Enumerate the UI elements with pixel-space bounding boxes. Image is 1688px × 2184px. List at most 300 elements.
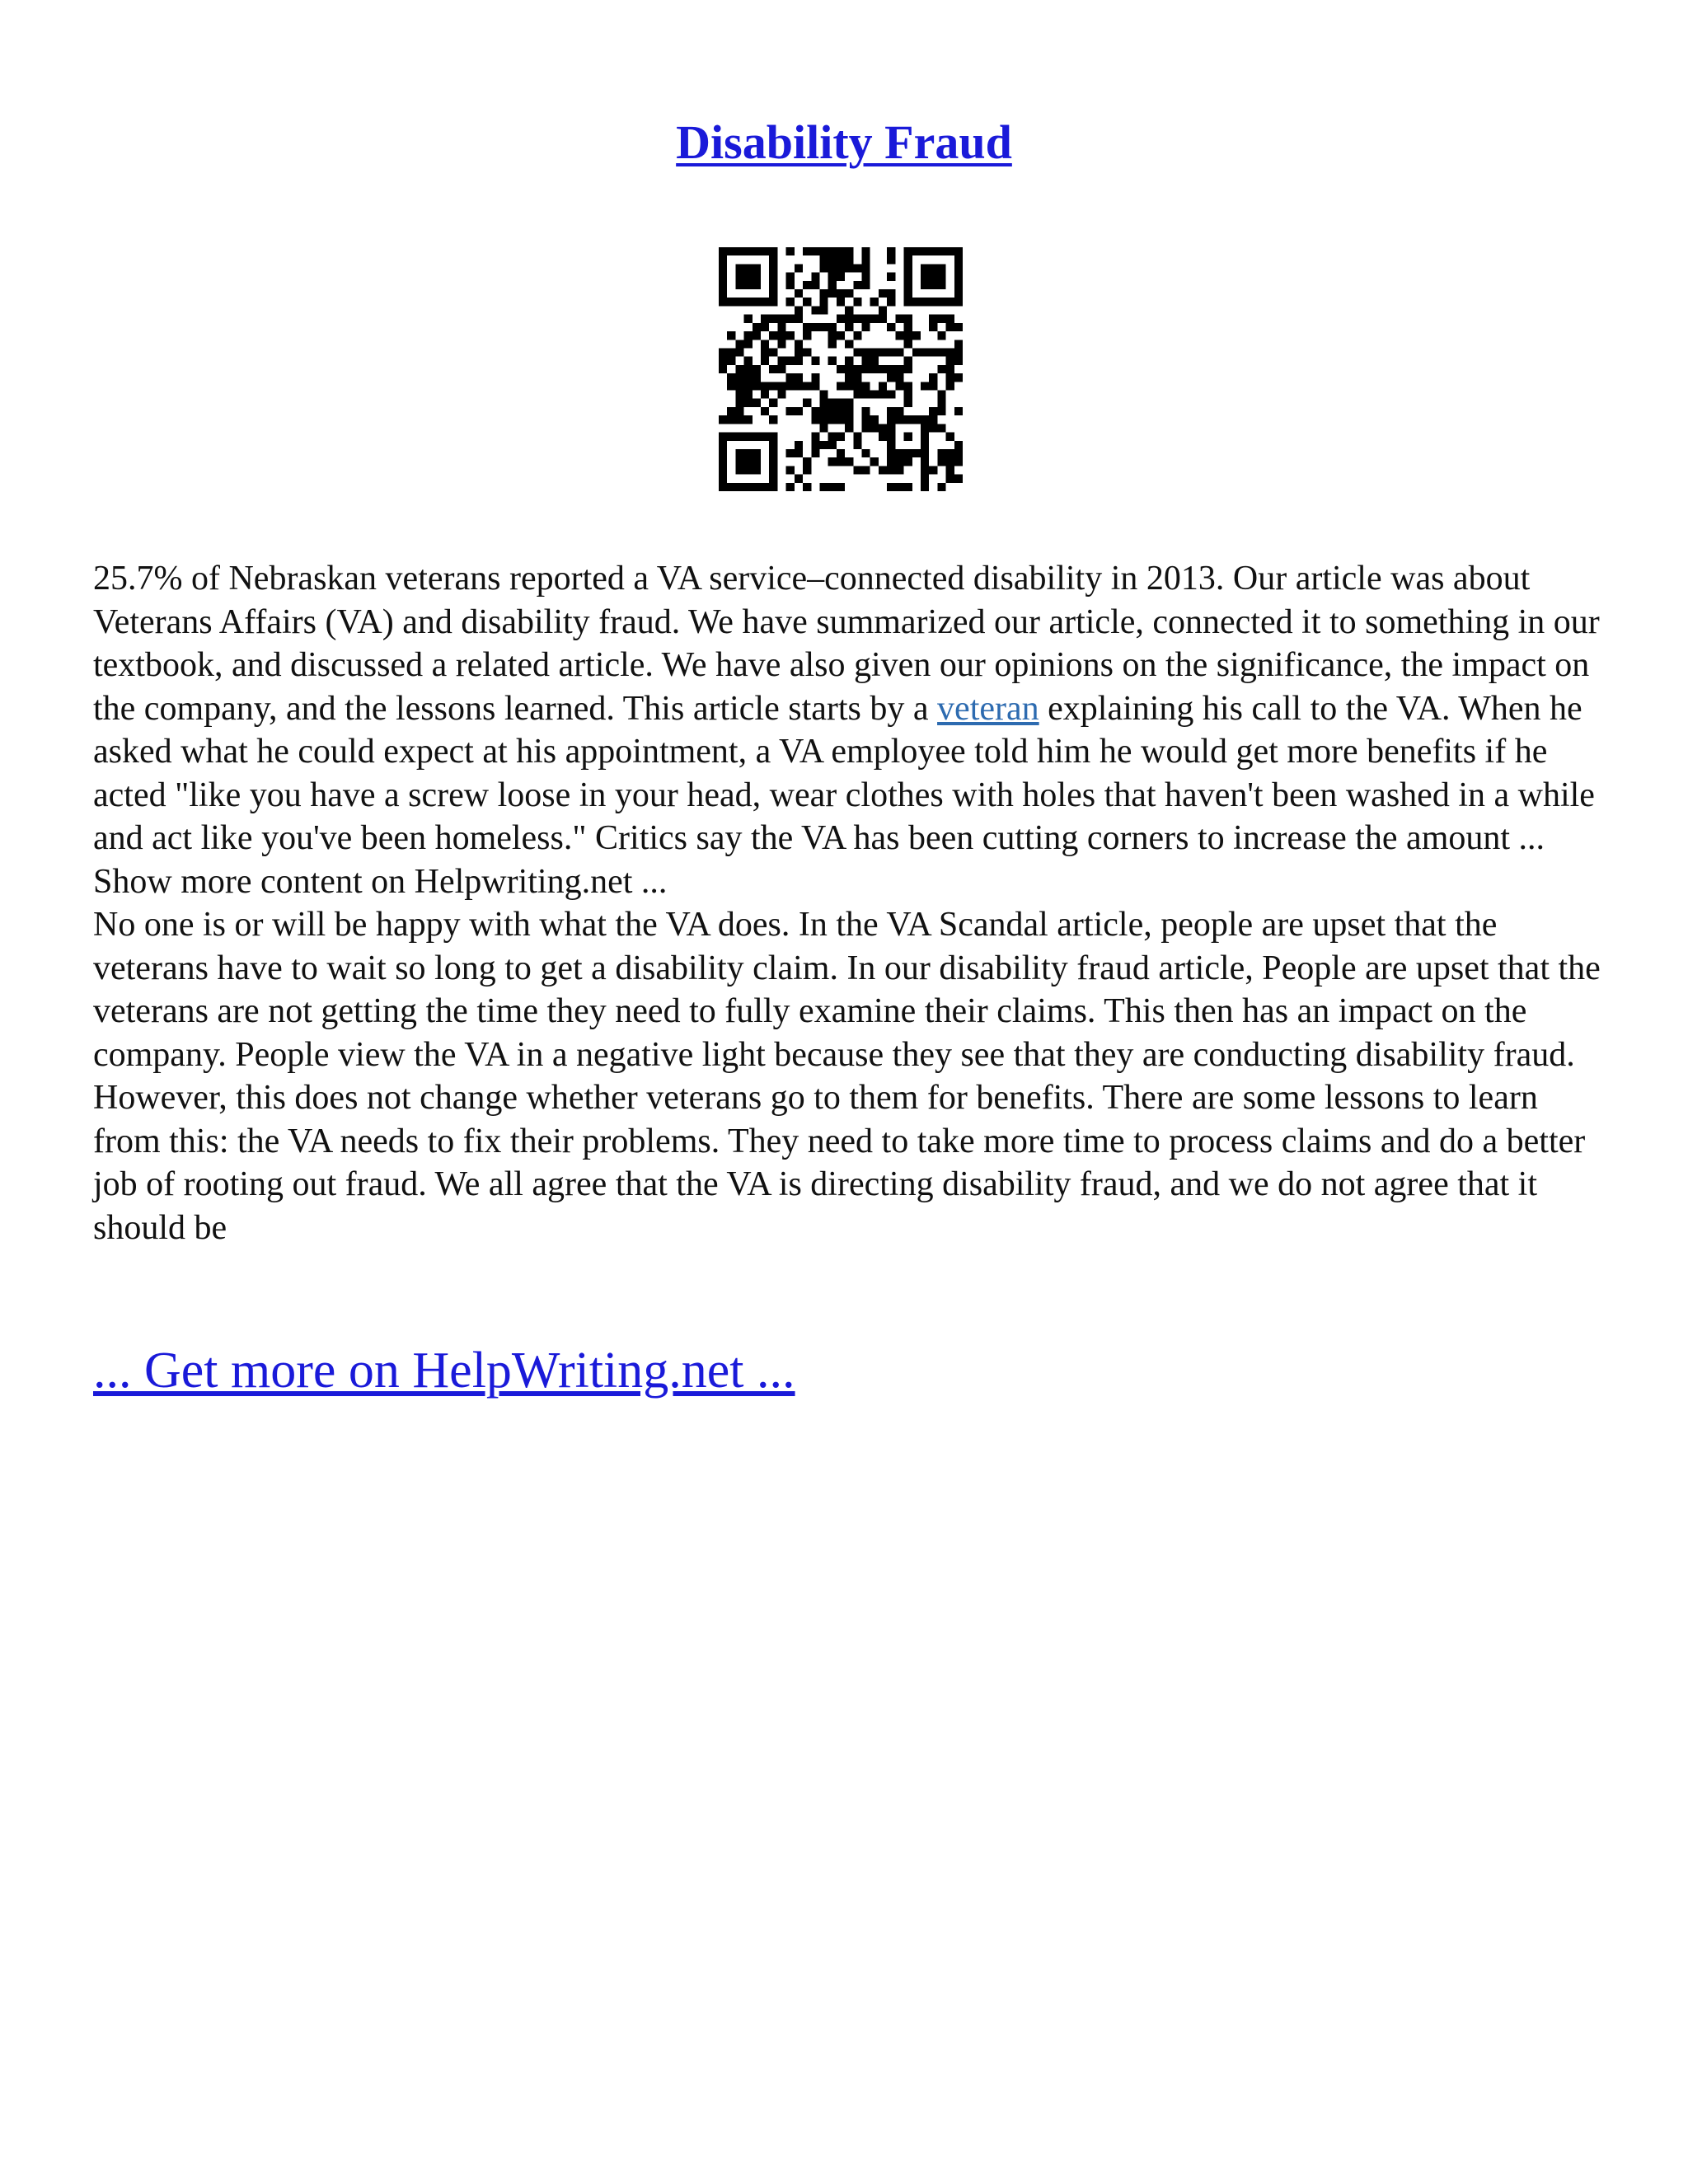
qr-module	[946, 373, 954, 382]
qr-module	[761, 247, 769, 255]
qr-module	[744, 281, 753, 289]
qr-module	[837, 365, 845, 373]
qr-module	[862, 466, 870, 474]
qr-module	[727, 298, 735, 306]
qr-module	[937, 331, 945, 340]
qr-module	[895, 331, 903, 340]
qr-module	[769, 255, 777, 264]
qr-module	[845, 315, 853, 323]
qr-module	[803, 466, 811, 474]
qr-module	[769, 433, 777, 441]
qr-module	[929, 281, 937, 289]
qr-module	[735, 457, 743, 466]
qr-module	[735, 382, 743, 390]
qr-module	[727, 382, 735, 390]
qr-module	[845, 373, 853, 382]
qr-module	[946, 449, 954, 457]
qr-module	[887, 373, 895, 382]
qr-module	[719, 264, 727, 272]
qr-module	[744, 264, 753, 272]
qr-module	[887, 424, 895, 432]
qr-module	[719, 348, 727, 356]
qr-module	[735, 373, 743, 382]
qr-module	[803, 331, 811, 340]
paragraph-1	[93, 557, 1601, 903]
qr-module	[904, 399, 912, 407]
qr-module	[819, 298, 828, 306]
qr-module	[837, 315, 845, 323]
qr-module	[837, 433, 845, 441]
qr-module	[954, 323, 963, 331]
qr-module	[946, 382, 954, 390]
qr-module	[887, 449, 895, 457]
qr-module	[904, 483, 912, 491]
qr-module	[753, 382, 761, 390]
qr-module	[719, 449, 727, 457]
qr-module	[753, 298, 761, 306]
qr-module	[727, 433, 735, 441]
qr-module	[929, 424, 937, 432]
qr-module	[735, 466, 743, 474]
qr-module	[786, 373, 795, 382]
qr-module	[786, 315, 795, 323]
qr-module	[753, 457, 761, 466]
qr-module	[862, 424, 870, 432]
qr-module	[845, 323, 853, 331]
qr-module	[753, 247, 761, 255]
qr-module	[837, 407, 845, 415]
qr-module	[853, 441, 861, 449]
qr-module	[937, 424, 945, 432]
qr-module	[937, 365, 945, 373]
qr-module	[921, 298, 929, 306]
qr-module	[887, 415, 895, 424]
qr-module	[786, 357, 795, 365]
qr-module	[853, 382, 861, 390]
qr-module	[828, 331, 837, 340]
qr-module	[803, 298, 811, 306]
qr-module	[921, 449, 929, 457]
qr-module	[719, 289, 727, 298]
qr-module	[803, 281, 811, 289]
qr-module	[904, 331, 912, 340]
qr-module	[929, 373, 937, 382]
qr-module	[837, 247, 845, 255]
qr-module	[870, 457, 879, 466]
qr-module	[735, 264, 743, 272]
qr-module	[929, 264, 937, 272]
qr-module	[744, 483, 753, 491]
qr-module	[819, 391, 828, 399]
qr-module	[735, 298, 743, 306]
qr-module	[819, 441, 828, 449]
qr-module	[853, 391, 861, 399]
qr-module	[837, 331, 845, 340]
qr-module	[828, 457, 837, 466]
qr-module	[904, 365, 912, 373]
qr-module	[946, 433, 954, 441]
qr-module	[795, 289, 803, 298]
qr-module	[929, 323, 937, 331]
qr-module	[904, 433, 912, 441]
qr-module	[853, 433, 861, 441]
qr-module	[753, 466, 761, 474]
qr-module	[719, 441, 727, 449]
qr-module	[744, 466, 753, 474]
qr-module	[811, 357, 819, 365]
qr-module	[744, 357, 753, 365]
get-more-link[interactable]: ... Get more on HelpWriting.net ...	[93, 1343, 795, 1399]
qr-module	[837, 415, 845, 424]
qr-module	[921, 475, 929, 483]
qr-module	[946, 365, 954, 373]
qr-module	[929, 273, 937, 281]
qr-module	[887, 348, 895, 356]
qr-module	[904, 340, 912, 348]
qr-module	[937, 315, 945, 323]
qr-module	[845, 424, 853, 432]
qr-module	[895, 457, 903, 466]
qr-module	[853, 264, 861, 272]
qr-module	[769, 457, 777, 466]
qr-module	[753, 365, 761, 373]
qr-module	[735, 348, 743, 356]
qr-module	[912, 331, 921, 340]
qr-module	[946, 475, 954, 483]
qr-module	[937, 483, 945, 491]
qr-module	[845, 357, 853, 365]
qr-module	[761, 357, 769, 365]
paragraph-1-text-continued: explaining his call to the VA. When he asked what he could expect at his appointment, a VA employee told him he would get more benefits if he acted "like you have a screw loose in your head, wear clothes with holes that haven't been washed in a while and act like you've been homeless." Critics say the VA has been cutting corners to increase the amount ... Show more content on Helpwriting.net ...	[93, 689, 1595, 901]
qr-module	[853, 298, 861, 306]
qr-module	[845, 365, 853, 373]
qr-module	[769, 247, 777, 255]
qr-module	[845, 255, 853, 264]
article-body	[93, 557, 1601, 1249]
qr-module	[769, 466, 777, 474]
qr-module	[811, 273, 819, 281]
qr-module	[819, 264, 828, 272]
qr-module	[769, 365, 777, 373]
qr-module	[744, 298, 753, 306]
qr-module	[811, 323, 819, 331]
qr-module	[904, 415, 912, 424]
qr-module	[904, 273, 912, 281]
qr-module	[929, 415, 937, 424]
qr-module	[929, 315, 937, 323]
qr-module	[735, 391, 743, 399]
qr-module	[744, 399, 753, 407]
qr-module	[904, 457, 912, 466]
qr-module	[769, 315, 777, 323]
qr-module	[879, 382, 887, 390]
qr-module	[937, 247, 945, 255]
qr-module	[819, 399, 828, 407]
qr-module	[862, 315, 870, 323]
qr-module	[761, 323, 769, 331]
qr-module	[929, 407, 937, 415]
qr-module	[937, 273, 945, 281]
qr-module	[735, 365, 743, 373]
qr-module	[946, 348, 954, 356]
qr-module	[811, 441, 819, 449]
qr-module	[837, 298, 845, 306]
qr-module	[786, 466, 795, 474]
qr-module	[795, 441, 803, 449]
qr-module	[819, 247, 828, 255]
qr-module	[912, 298, 921, 306]
qr-module	[862, 382, 870, 390]
qr-module	[887, 433, 895, 441]
qr-module	[719, 357, 727, 365]
qr-module	[921, 348, 929, 356]
qr-module	[761, 315, 769, 323]
qr-module	[954, 449, 963, 457]
qr-module	[795, 357, 803, 365]
qr-module	[845, 289, 853, 298]
qr-module	[862, 415, 870, 424]
qr-module	[769, 441, 777, 449]
qr-module	[719, 415, 727, 424]
qr-module	[735, 449, 743, 457]
qr-module	[795, 348, 803, 356]
qr-module	[777, 323, 785, 331]
qr-module	[946, 247, 954, 255]
qr-module	[744, 315, 753, 323]
qr-module	[828, 289, 837, 298]
qr-module	[862, 281, 870, 289]
title-link[interactable]: Disability Fraud	[676, 115, 1012, 169]
qr-module	[828, 441, 837, 449]
qr-module	[761, 382, 769, 390]
qr-module	[862, 264, 870, 272]
qr-module	[769, 449, 777, 457]
qr-module	[904, 298, 912, 306]
qr-module	[862, 365, 870, 373]
qr-module	[719, 365, 727, 373]
qr-module	[761, 483, 769, 491]
qr-module	[837, 483, 845, 491]
qr-module	[862, 323, 870, 331]
qr-module	[954, 407, 963, 415]
qr-module	[719, 433, 727, 441]
qr-module	[946, 466, 954, 474]
qr-module	[929, 466, 937, 474]
qr-module	[954, 457, 963, 466]
qr-module	[769, 415, 777, 424]
qr-module	[777, 315, 785, 323]
qr-module	[887, 255, 895, 264]
qr-module	[819, 306, 828, 314]
qr-module	[819, 255, 828, 264]
qr-module	[828, 399, 837, 407]
qr-module	[828, 281, 837, 289]
qr-module	[769, 289, 777, 298]
qr-module	[744, 331, 753, 340]
qr-module	[819, 289, 828, 298]
qr-module	[735, 483, 743, 491]
qr-module	[954, 340, 963, 348]
qr-module	[727, 407, 735, 415]
qr-module	[753, 483, 761, 491]
qr-module	[862, 449, 870, 457]
qr-module	[719, 255, 727, 264]
qr-module	[912, 247, 921, 255]
qr-module	[853, 281, 861, 289]
qr-module	[777, 391, 785, 399]
qr-module	[769, 348, 777, 356]
qr-module	[879, 365, 887, 373]
qr-module	[727, 348, 735, 356]
qr-module	[769, 331, 777, 340]
qr-module	[954, 298, 963, 306]
qr-module	[853, 466, 861, 474]
qr-module	[811, 449, 819, 457]
qr-module	[921, 457, 929, 466]
qr-module	[795, 449, 803, 457]
qr-module	[719, 298, 727, 306]
qr-module	[937, 348, 945, 356]
qr-module	[719, 483, 727, 491]
veteran-link[interactable]: veteran	[937, 689, 1039, 728]
qr-module	[744, 391, 753, 399]
qr-module	[904, 255, 912, 264]
qr-module	[786, 407, 795, 415]
qr-module	[887, 298, 895, 306]
qr-module	[837, 399, 845, 407]
qr-module	[744, 247, 753, 255]
qr-module	[828, 483, 837, 491]
qr-module	[954, 255, 963, 264]
qr-module	[828, 247, 837, 255]
qr-module	[786, 247, 795, 255]
qr-module	[904, 264, 912, 272]
qr-module	[929, 247, 937, 255]
qr-module	[904, 281, 912, 289]
qr-module	[887, 457, 895, 466]
qr-module	[803, 247, 811, 255]
qr-module	[937, 281, 945, 289]
qr-module	[845, 340, 853, 348]
qr-module	[744, 457, 753, 466]
qr-module	[929, 382, 937, 390]
qr-module	[879, 424, 887, 432]
qr-module	[904, 382, 912, 390]
qr-module	[769, 399, 777, 407]
qr-module	[870, 357, 879, 365]
qr-module	[769, 475, 777, 483]
qr-module	[946, 315, 954, 323]
qr-module	[845, 382, 853, 390]
qr-module	[811, 281, 819, 289]
qr-module	[803, 483, 811, 491]
qr-module	[862, 255, 870, 264]
qr-module	[769, 264, 777, 272]
qr-module	[744, 433, 753, 441]
qr-module	[895, 348, 903, 356]
qr-module	[853, 331, 861, 340]
qr-module	[795, 407, 803, 415]
qr-module	[862, 357, 870, 365]
qr-module	[946, 323, 954, 331]
qr-module	[786, 483, 795, 491]
qr-module	[921, 264, 929, 272]
qr-module	[727, 415, 735, 424]
qr-module	[870, 391, 879, 399]
qr-module	[954, 281, 963, 289]
qr-module	[761, 407, 769, 415]
qr-module	[819, 424, 828, 432]
qr-module	[895, 373, 903, 382]
qr-module	[803, 399, 811, 407]
qr-module	[761, 391, 769, 399]
get-more-link-container	[93, 1339, 795, 1402]
qr-module	[727, 483, 735, 491]
qr-module	[870, 365, 879, 373]
qr-module	[828, 433, 837, 441]
qr-module	[727, 357, 735, 365]
qr-module	[803, 457, 811, 466]
qr-module	[795, 373, 803, 382]
qr-module	[819, 407, 828, 415]
qr-module	[937, 399, 945, 407]
qr-module	[753, 273, 761, 281]
qr-module	[735, 399, 743, 407]
qr-module	[870, 424, 879, 432]
qr-module	[753, 331, 761, 340]
qr-module	[929, 348, 937, 356]
qr-module	[853, 365, 861, 373]
qr-module	[954, 357, 963, 365]
qr-module	[761, 348, 769, 356]
qr-module	[895, 449, 903, 457]
qr-module	[777, 357, 785, 365]
qr-module	[921, 466, 929, 474]
qr-module	[895, 415, 903, 424]
qr-module	[837, 273, 845, 281]
qr-module	[777, 365, 785, 373]
qr-module	[744, 382, 753, 390]
qr-module	[811, 433, 819, 441]
qr-module	[811, 306, 819, 314]
qr-module	[887, 247, 895, 255]
qr-module	[811, 415, 819, 424]
qr-module	[845, 457, 853, 466]
qr-module	[811, 247, 819, 255]
qr-module	[744, 415, 753, 424]
qr-module	[803, 323, 811, 331]
qr-module	[819, 483, 828, 491]
qr-module	[887, 365, 895, 373]
document-title	[0, 114, 1688, 171]
qr-module	[761, 298, 769, 306]
qr-module	[929, 298, 937, 306]
qr-module	[887, 273, 895, 281]
qr-module	[862, 348, 870, 356]
qr-module	[828, 415, 837, 424]
qr-module	[879, 466, 887, 474]
qr-module	[735, 407, 743, 415]
qr-module	[879, 391, 887, 399]
qr-module	[921, 281, 929, 289]
qr-module	[921, 441, 929, 449]
qr-module	[870, 315, 879, 323]
qr-module	[735, 273, 743, 281]
qr-module	[845, 407, 853, 415]
qr-module	[769, 382, 777, 390]
qr-module	[853, 373, 861, 382]
qr-module	[845, 247, 853, 255]
